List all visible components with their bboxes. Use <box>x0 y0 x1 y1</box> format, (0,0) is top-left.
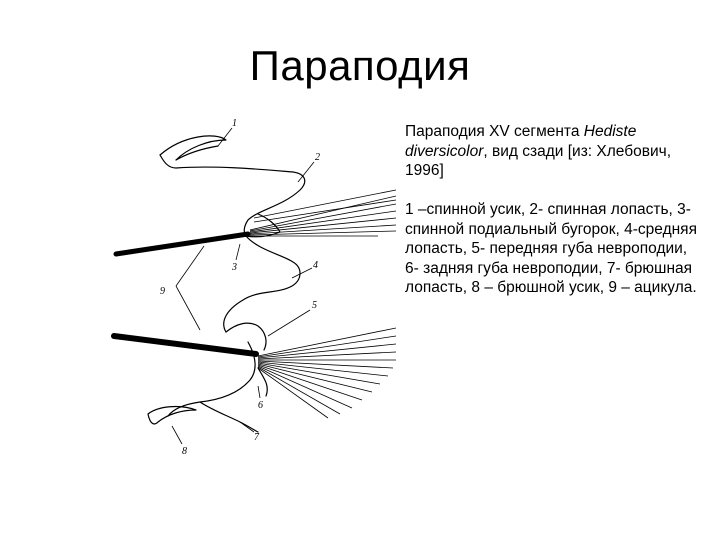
label-1: 1 <box>232 118 237 129</box>
ventral-cirrus-outline <box>148 407 196 424</box>
label-3: 3 <box>232 262 237 273</box>
parapodium-figure <box>108 110 398 460</box>
caption-species-name: Hediste diversicolor <box>405 123 637 160</box>
neuropodial-chaetae <box>258 328 396 418</box>
label-6: 6 <box>258 400 263 411</box>
label-9: 9 <box>160 286 165 297</box>
ventral-acicula <box>114 336 256 354</box>
neuropodium-anterior-lip <box>226 323 266 350</box>
slide-title: Параподия <box>249 42 471 89</box>
caption-legend: 1 –спинной усик, 2- спинная лопасть, 3- спинной подиальный бугорок, 4-средняя лопасть, 5- передняя губа невроподии, 6- задняя губа невроподии, 7- брюшная лопасть, 8 – брюшной усик, 9 – ацикула. <box>405 201 697 296</box>
dorsal-lobe-outline <box>160 155 305 236</box>
figure-caption <box>405 122 705 298</box>
dorsal-cirrus-inner <box>176 146 218 160</box>
dorsal-cirrus-outline <box>160 136 226 160</box>
notopodial-chaetae <box>250 190 396 236</box>
neuropodium-posterior-lip <box>258 368 267 396</box>
middle-lobe-outline <box>224 236 300 332</box>
dorsal-acicula <box>116 234 248 254</box>
caption-source <box>405 122 705 181</box>
label-8: 8 <box>182 446 187 457</box>
parapodium-drawing <box>108 110 398 460</box>
label-7: 7 <box>254 432 259 443</box>
label-5: 5 <box>312 300 317 311</box>
caption-source-prefix: Параподия XV сегмента <box>405 123 584 140</box>
label-4: 4 <box>313 260 318 271</box>
label-2: 2 <box>315 152 320 163</box>
ventral-lobe-outline <box>200 402 258 432</box>
caption-source-suffix: , вид сзади [из: Хлебович, 1996] <box>405 142 672 179</box>
